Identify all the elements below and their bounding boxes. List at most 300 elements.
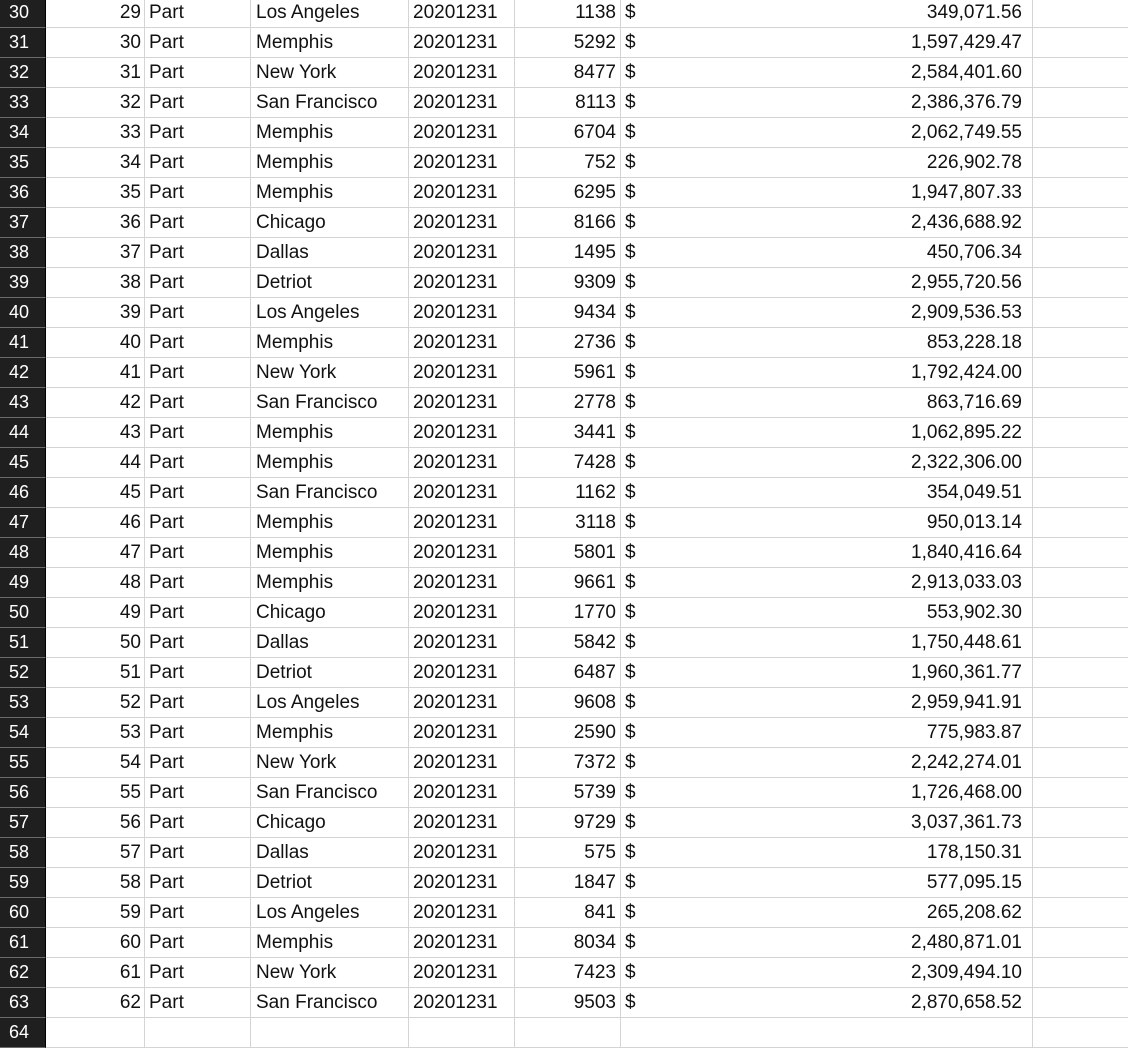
- cell-id[interactable]: 32: [46, 88, 145, 118]
- cell-quantity[interactable]: 5292: [515, 28, 621, 58]
- cell-id[interactable]: 41: [46, 358, 145, 388]
- cell-quantity[interactable]: 8113: [515, 88, 621, 118]
- cell-id[interactable]: 37: [46, 238, 145, 268]
- cell-empty[interactable]: [1033, 868, 1128, 898]
- row-header[interactable]: 47: [0, 508, 46, 538]
- cell-id[interactable]: 35: [46, 178, 145, 208]
- cell-type[interactable]: Part: [145, 148, 251, 178]
- cell-empty[interactable]: [1033, 988, 1128, 1018]
- currency-symbol: $: [625, 632, 636, 653]
- cell-amount[interactable]: [621, 508, 1033, 538]
- row-header[interactable]: 51: [0, 628, 46, 658]
- cell-amount[interactable]: [621, 688, 1033, 718]
- cell-type[interactable]: Part: [145, 328, 251, 358]
- row-header[interactable]: 40: [0, 298, 46, 328]
- cell-date[interactable]: 20201231: [409, 658, 515, 688]
- cell-empty[interactable]: [1033, 358, 1128, 388]
- cell-type[interactable]: Part: [145, 988, 251, 1018]
- cell-city[interactable]: Dallas: [251, 238, 409, 268]
- cell-date[interactable]: [409, 1018, 515, 1048]
- cell-amount[interactable]: [621, 418, 1033, 448]
- amount-value: 577,095.15: [926, 872, 1022, 893]
- cell-empty[interactable]: [1033, 838, 1128, 868]
- cell-city[interactable]: New York: [251, 358, 409, 388]
- row-header[interactable]: 37: [0, 208, 46, 238]
- cell-amount[interactable]: [621, 898, 1033, 928]
- cell-empty[interactable]: [1033, 928, 1128, 958]
- amount-value: 950,013.14: [926, 512, 1022, 533]
- cell-type[interactable]: Part: [145, 508, 251, 538]
- cell-city[interactable]: Dallas: [251, 628, 409, 658]
- cell-date[interactable]: 20201231: [409, 598, 515, 628]
- cell-quantity[interactable]: 6487: [515, 658, 621, 688]
- cell-type[interactable]: Part: [145, 958, 251, 988]
- cell-city[interactable]: Memphis: [251, 448, 409, 478]
- cell-city[interactable]: Chicago: [251, 208, 409, 238]
- cell-city[interactable]: Memphis: [251, 718, 409, 748]
- cell-type[interactable]: Part: [145, 58, 251, 88]
- cell-quantity[interactable]: 8477: [515, 58, 621, 88]
- cell-empty[interactable]: [1033, 808, 1128, 838]
- cell-date[interactable]: 20201231: [409, 628, 515, 658]
- cell-empty[interactable]: [1033, 268, 1128, 298]
- row-header[interactable]: 32: [0, 58, 46, 88]
- cell-quantity[interactable]: 1847: [515, 868, 621, 898]
- row-header[interactable]: 39: [0, 268, 46, 298]
- cell-amount[interactable]: [621, 118, 1033, 148]
- currency-symbol: $: [625, 602, 636, 623]
- cell-quantity[interactable]: 1495: [515, 238, 621, 268]
- currency-symbol: $: [625, 2, 636, 23]
- cell-empty[interactable]: [1033, 388, 1128, 418]
- cell-amount[interactable]: [621, 808, 1033, 838]
- cell-quantity[interactable]: 9309: [515, 268, 621, 298]
- cell-city[interactable]: Memphis: [251, 178, 409, 208]
- cell-date[interactable]: 20201231: [409, 208, 515, 238]
- cell-id[interactable]: 59: [46, 898, 145, 928]
- cell-amount[interactable]: [621, 328, 1033, 358]
- cell-id[interactable]: 33: [46, 118, 145, 148]
- cell-empty[interactable]: [1033, 148, 1128, 178]
- row-header[interactable]: 61: [0, 928, 46, 958]
- row-header[interactable]: 59: [0, 868, 46, 898]
- cell-id[interactable]: 38: [46, 268, 145, 298]
- row-header[interactable]: 63: [0, 988, 46, 1018]
- cell-quantity[interactable]: 1138: [515, 0, 621, 28]
- cell-amount[interactable]: [621, 88, 1033, 118]
- cell-city[interactable]: Memphis: [251, 418, 409, 448]
- cell-city[interactable]: Detriot: [251, 658, 409, 688]
- cell-city[interactable]: [251, 1018, 409, 1048]
- cell-city[interactable]: New York: [251, 958, 409, 988]
- cell-quantity[interactable]: 9503: [515, 988, 621, 1018]
- cell-city[interactable]: San Francisco: [251, 478, 409, 508]
- cell-type[interactable]: Part: [145, 388, 251, 418]
- cell-empty[interactable]: [1033, 208, 1128, 238]
- cell-id[interactable]: 29: [46, 0, 145, 28]
- cell-quantity[interactable]: 3441: [515, 418, 621, 448]
- cell-type[interactable]: Part: [145, 898, 251, 928]
- cell-empty[interactable]: [1033, 508, 1128, 538]
- cell-amount[interactable]: [621, 298, 1033, 328]
- cell-type[interactable]: Part: [145, 928, 251, 958]
- amount-value: 2,909,536.53: [911, 302, 1022, 323]
- row-header[interactable]: 48: [0, 538, 46, 568]
- row-header[interactable]: 55: [0, 748, 46, 778]
- cell-quantity[interactable]: 7423: [515, 958, 621, 988]
- cell-id[interactable]: 54: [46, 748, 145, 778]
- cell-amount[interactable]: [621, 538, 1033, 568]
- cell-id[interactable]: 39: [46, 298, 145, 328]
- cell-city[interactable]: San Francisco: [251, 778, 409, 808]
- cell-amount[interactable]: [621, 838, 1033, 868]
- cell-city[interactable]: Chicago: [251, 598, 409, 628]
- cell-city[interactable]: Memphis: [251, 538, 409, 568]
- cell-date[interactable]: 20201231: [409, 688, 515, 718]
- cell-date[interactable]: 20201231: [409, 778, 515, 808]
- cell-date[interactable]: 20201231: [409, 538, 515, 568]
- cell-quantity[interactable]: 5842: [515, 628, 621, 658]
- table-row: [0, 268, 1128, 298]
- cell-amount[interactable]: [621, 928, 1033, 958]
- cell-id[interactable]: 50: [46, 628, 145, 658]
- cell-type[interactable]: Part: [145, 568, 251, 598]
- cell-empty[interactable]: [1033, 238, 1128, 268]
- cell-empty[interactable]: [1033, 1018, 1128, 1048]
- amount-value: 2,955,720.56: [911, 272, 1022, 293]
- cell-empty[interactable]: [1033, 898, 1128, 928]
- cell-quantity[interactable]: 5739: [515, 778, 621, 808]
- cell-empty[interactable]: [1033, 718, 1128, 748]
- cell-city[interactable]: New York: [251, 748, 409, 778]
- cell-type[interactable]: Part: [145, 538, 251, 568]
- cell-date[interactable]: 20201231: [409, 148, 515, 178]
- cell-quantity[interactable]: 7428: [515, 448, 621, 478]
- cell-city[interactable]: Los Angeles: [251, 0, 409, 28]
- cell-type[interactable]: Part: [145, 28, 251, 58]
- cell-city[interactable]: Memphis: [251, 148, 409, 178]
- cell-date[interactable]: 20201231: [409, 898, 515, 928]
- cell-type[interactable]: Part: [145, 838, 251, 868]
- cell-quantity[interactable]: 2590: [515, 718, 621, 748]
- row-header[interactable]: 56: [0, 778, 46, 808]
- cell-type[interactable]: Part: [145, 178, 251, 208]
- cell-date[interactable]: 20201231: [409, 58, 515, 88]
- amount-value: 1,960,361.77: [911, 662, 1022, 683]
- cell-city[interactable]: Memphis: [251, 508, 409, 538]
- cell-quantity[interactable]: 5801: [515, 538, 621, 568]
- table-row: [0, 688, 1128, 718]
- cell-id[interactable]: 57: [46, 838, 145, 868]
- row-header[interactable]: 64: [0, 1018, 46, 1048]
- row-header[interactable]: 36: [0, 178, 46, 208]
- row-header[interactable]: 44: [0, 418, 46, 448]
- cell-empty[interactable]: [1033, 478, 1128, 508]
- cell-id[interactable]: 43: [46, 418, 145, 448]
- cell-date[interactable]: 20201231: [409, 418, 515, 448]
- cell-type[interactable]: Part: [145, 88, 251, 118]
- row-header[interactable]: 38: [0, 238, 46, 268]
- cell-empty[interactable]: [1033, 418, 1128, 448]
- cell-city[interactable]: San Francisco: [251, 388, 409, 418]
- currency-symbol: $: [625, 422, 636, 443]
- cell-city[interactable]: Detriot: [251, 268, 409, 298]
- cell-city[interactable]: Memphis: [251, 28, 409, 58]
- cell-empty[interactable]: [1033, 778, 1128, 808]
- row-header[interactable]: 35: [0, 148, 46, 178]
- cell-city[interactable]: Los Angeles: [251, 298, 409, 328]
- cell-date[interactable]: 20201231: [409, 568, 515, 598]
- cell-amount[interactable]: [621, 208, 1033, 238]
- cell-type[interactable]: Part: [145, 268, 251, 298]
- cell-id[interactable]: [46, 1018, 145, 1048]
- cell-id[interactable]: 55: [46, 778, 145, 808]
- cell-date[interactable]: 20201231: [409, 28, 515, 58]
- cell-city[interactable]: Dallas: [251, 838, 409, 868]
- cell-id[interactable]: 47: [46, 538, 145, 568]
- cell-id[interactable]: 58: [46, 868, 145, 898]
- amount-value: 3,037,361.73: [911, 812, 1022, 833]
- cell-city[interactable]: Chicago: [251, 808, 409, 838]
- table-row: [0, 478, 1128, 508]
- amount-value: 1,597,429.47: [911, 32, 1022, 53]
- cell-city[interactable]: Los Angeles: [251, 688, 409, 718]
- cell-amount[interactable]: [621, 718, 1033, 748]
- cell-empty[interactable]: [1033, 0, 1128, 28]
- cell-id[interactable]: 51: [46, 658, 145, 688]
- cell-id[interactable]: 53: [46, 718, 145, 748]
- cell-quantity[interactable]: 9661: [515, 568, 621, 598]
- cell-empty[interactable]: [1033, 448, 1128, 478]
- cell-date[interactable]: 20201231: [409, 268, 515, 298]
- cell-id[interactable]: 61: [46, 958, 145, 988]
- cell-date[interactable]: 20201231: [409, 178, 515, 208]
- cell-amount[interactable]: [621, 238, 1033, 268]
- cell-amount[interactable]: [621, 478, 1033, 508]
- cell-date[interactable]: 20201231: [409, 478, 515, 508]
- row-header[interactable]: 30: [0, 0, 46, 28]
- cell-type[interactable]: Part: [145, 418, 251, 448]
- cell-id[interactable]: 52: [46, 688, 145, 718]
- cell-amount[interactable]: [621, 628, 1033, 658]
- cell-empty[interactable]: [1033, 598, 1128, 628]
- cell-quantity[interactable]: 1162: [515, 478, 621, 508]
- cell-city[interactable]: Los Angeles: [251, 898, 409, 928]
- cell-amount[interactable]: [621, 178, 1033, 208]
- cell-empty[interactable]: [1033, 328, 1128, 358]
- cell-type[interactable]: Part: [145, 778, 251, 808]
- cell-amount[interactable]: [621, 748, 1033, 778]
- amount-value: 2,480,871.01: [911, 932, 1022, 953]
- row-header[interactable]: 52: [0, 658, 46, 688]
- cell-id[interactable]: 48: [46, 568, 145, 598]
- row-header[interactable]: 45: [0, 448, 46, 478]
- cell-date[interactable]: 20201231: [409, 238, 515, 268]
- amount-value: 2,322,306.00: [911, 452, 1022, 473]
- cell-empty[interactable]: [1033, 568, 1128, 598]
- cell-date[interactable]: 20201231: [409, 508, 515, 538]
- cell-type[interactable]: Part: [145, 448, 251, 478]
- cell-quantity[interactable]: 9608: [515, 688, 621, 718]
- cell-id[interactable]: 30: [46, 28, 145, 58]
- cell-date[interactable]: 20201231: [409, 88, 515, 118]
- cell-date[interactable]: 20201231: [409, 718, 515, 748]
- cell-type[interactable]: Part: [145, 688, 251, 718]
- cell-quantity[interactable]: 575: [515, 838, 621, 868]
- cell-date[interactable]: 20201231: [409, 808, 515, 838]
- cell-type[interactable]: Part: [145, 208, 251, 238]
- row-header[interactable]: 50: [0, 598, 46, 628]
- cell-id[interactable]: 40: [46, 328, 145, 358]
- cell-empty[interactable]: [1033, 28, 1128, 58]
- cell-date[interactable]: 20201231: [409, 298, 515, 328]
- cell-empty[interactable]: [1033, 958, 1128, 988]
- amount-value: 2,309,494.10: [911, 962, 1022, 983]
- row-header[interactable]: 34: [0, 118, 46, 148]
- cell-quantity[interactable]: 752: [515, 148, 621, 178]
- cell-amount[interactable]: [621, 268, 1033, 298]
- row-header[interactable]: 41: [0, 328, 46, 358]
- cell-amount[interactable]: [621, 58, 1033, 88]
- cell-empty[interactable]: [1033, 688, 1128, 718]
- cell-city[interactable]: San Francisco: [251, 988, 409, 1018]
- cell-date[interactable]: 20201231: [409, 0, 515, 28]
- cell-empty[interactable]: [1033, 58, 1128, 88]
- cell-date[interactable]: 20201231: [409, 838, 515, 868]
- cell-type[interactable]: Part: [145, 118, 251, 148]
- cell-quantity[interactable]: 6295: [515, 178, 621, 208]
- cell-date[interactable]: 20201231: [409, 388, 515, 418]
- cell-amount[interactable]: [621, 148, 1033, 178]
- cell-city[interactable]: Memphis: [251, 328, 409, 358]
- cell-type[interactable]: Part: [145, 658, 251, 688]
- cell-id[interactable]: 31: [46, 58, 145, 88]
- cell-date[interactable]: 20201231: [409, 928, 515, 958]
- cell-type[interactable]: Part: [145, 238, 251, 268]
- row-header[interactable]: 43: [0, 388, 46, 418]
- cell-quantity[interactable]: 3118: [515, 508, 621, 538]
- cell-id[interactable]: 42: [46, 388, 145, 418]
- cell-city[interactable]: Memphis: [251, 568, 409, 598]
- cell-type[interactable]: Part: [145, 298, 251, 328]
- row-header[interactable]: 46: [0, 478, 46, 508]
- cell-date[interactable]: 20201231: [409, 118, 515, 148]
- cell-type[interactable]: [145, 1018, 251, 1048]
- cell-empty[interactable]: [1033, 628, 1128, 658]
- currency-symbol: $: [625, 122, 636, 143]
- cell-quantity[interactable]: 8034: [515, 928, 621, 958]
- cell-quantity[interactable]: 2778: [515, 388, 621, 418]
- row-header[interactable]: 53: [0, 688, 46, 718]
- cell-type[interactable]: Part: [145, 748, 251, 778]
- cell-amount[interactable]: [621, 658, 1033, 688]
- cell-id[interactable]: 56: [46, 808, 145, 838]
- cell-id[interactable]: 44: [46, 448, 145, 478]
- cell-date[interactable]: 20201231: [409, 958, 515, 988]
- cell-quantity[interactable]: 8166: [515, 208, 621, 238]
- cell-id[interactable]: 49: [46, 598, 145, 628]
- amount-value: 2,959,941.91: [911, 692, 1022, 713]
- cell-type[interactable]: Part: [145, 0, 251, 28]
- cell-date[interactable]: 20201231: [409, 328, 515, 358]
- cell-amount[interactable]: [621, 778, 1033, 808]
- row-header[interactable]: 57: [0, 808, 46, 838]
- cell-quantity[interactable]: 841: [515, 898, 621, 928]
- cell-amount[interactable]: [621, 598, 1033, 628]
- row-header[interactable]: 54: [0, 718, 46, 748]
- cell-empty[interactable]: [1033, 298, 1128, 328]
- cell-amount[interactable]: [621, 448, 1033, 478]
- cell-id[interactable]: 36: [46, 208, 145, 238]
- cell-city[interactable]: Memphis: [251, 118, 409, 148]
- cell-amount[interactable]: [621, 868, 1033, 898]
- cell-id[interactable]: 60: [46, 928, 145, 958]
- cell-empty[interactable]: [1033, 538, 1128, 568]
- cell-type[interactable]: Part: [145, 808, 251, 838]
- cell-amount[interactable]: [621, 388, 1033, 418]
- cell-amount[interactable]: [621, 358, 1033, 388]
- cell-quantity[interactable]: 9729: [515, 808, 621, 838]
- cell-type[interactable]: Part: [145, 628, 251, 658]
- cell-city[interactable]: Memphis: [251, 928, 409, 958]
- row-header[interactable]: 60: [0, 898, 46, 928]
- cell-empty[interactable]: [1033, 178, 1128, 208]
- cell-quantity[interactable]: 9434: [515, 298, 621, 328]
- cell-id[interactable]: 45: [46, 478, 145, 508]
- cell-quantity[interactable]: [515, 1018, 621, 1048]
- currency-symbol: $: [625, 302, 636, 323]
- row-header[interactable]: 49: [0, 568, 46, 598]
- cell-city[interactable]: San Francisco: [251, 88, 409, 118]
- cell-empty[interactable]: [1033, 658, 1128, 688]
- cell-id[interactable]: 62: [46, 988, 145, 1018]
- cell-type[interactable]: Part: [145, 598, 251, 628]
- cell-type[interactable]: Part: [145, 868, 251, 898]
- cell-amount[interactable]: [621, 28, 1033, 58]
- row-header[interactable]: 31: [0, 28, 46, 58]
- cell-city[interactable]: Detriot: [251, 868, 409, 898]
- cell-date[interactable]: 20201231: [409, 358, 515, 388]
- cell-amount[interactable]: [621, 958, 1033, 988]
- cell-empty[interactable]: [1033, 88, 1128, 118]
- row-header[interactable]: 62: [0, 958, 46, 988]
- cell-amount[interactable]: [621, 0, 1033, 28]
- cell-type[interactable]: Part: [145, 358, 251, 388]
- cell-quantity[interactable]: 6704: [515, 118, 621, 148]
- row-header[interactable]: 58: [0, 838, 46, 868]
- cell-quantity[interactable]: 5961: [515, 358, 621, 388]
- cell-id[interactable]: 34: [46, 148, 145, 178]
- row-header[interactable]: 42: [0, 358, 46, 388]
- cell-date[interactable]: 20201231: [409, 748, 515, 778]
- cell-empty[interactable]: [1033, 748, 1128, 778]
- cell-amount[interactable]: [621, 1018, 1033, 1048]
- cell-type[interactable]: Part: [145, 718, 251, 748]
- cell-id[interactable]: 46: [46, 508, 145, 538]
- cell-date[interactable]: 20201231: [409, 868, 515, 898]
- cell-empty[interactable]: [1033, 118, 1128, 148]
- cell-amount[interactable]: [621, 988, 1033, 1018]
- cell-quantity[interactable]: 7372: [515, 748, 621, 778]
- cell-quantity[interactable]: 1770: [515, 598, 621, 628]
- cell-amount[interactable]: [621, 568, 1033, 598]
- cell-city[interactable]: New York: [251, 58, 409, 88]
- cell-type[interactable]: Part: [145, 478, 251, 508]
- row-header[interactable]: 33: [0, 88, 46, 118]
- cell-date[interactable]: 20201231: [409, 448, 515, 478]
- cell-date[interactable]: 20201231: [409, 988, 515, 1018]
- cell-quantity[interactable]: 2736: [515, 328, 621, 358]
